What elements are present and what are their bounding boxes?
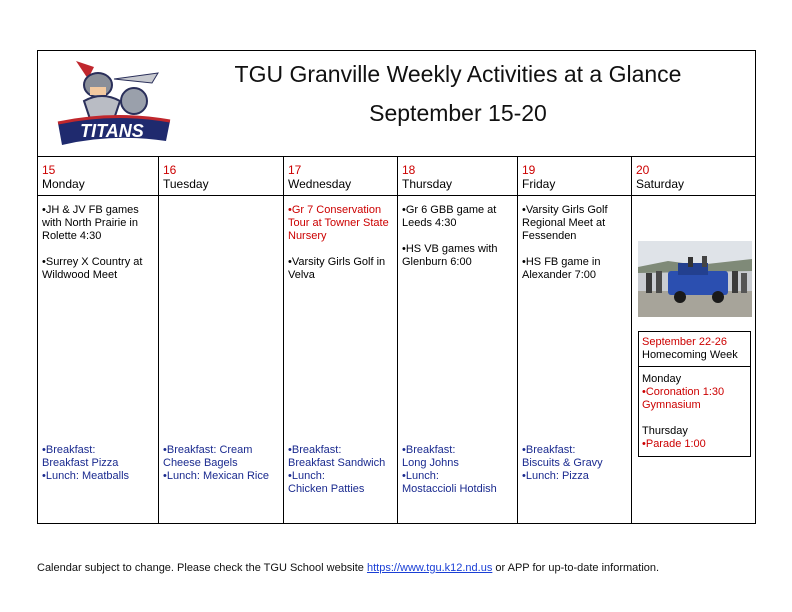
homecoming-day: Monday (642, 373, 682, 385)
event-item: •HS VB games with Glenburn 6:00 (402, 243, 498, 268)
school-website-link[interactable]: https://www.tgu.k12.nd.us (366, 562, 493, 574)
event-item: •Varsity Girls Golf Regional Meet at Fessenden (522, 204, 608, 242)
menu-friday (518, 444, 630, 483)
day-header-saturday (632, 156, 755, 196)
day-number: 17 (288, 163, 302, 177)
day-number: 16 (163, 163, 177, 177)
day-events-monday (38, 204, 152, 295)
event-item: •Gr 7 Conservation Tour at Towner State Nursery (288, 204, 389, 242)
menu-wednesday (284, 444, 398, 496)
day-header-monday (38, 156, 158, 196)
lunch-item: Meatballs (81, 470, 130, 482)
day-header-tuesday (159, 156, 283, 196)
footer-note (37, 562, 659, 574)
day-number: 18 (402, 163, 416, 177)
day-number: 19 (522, 163, 536, 177)
homecoming-schedule (639, 367, 750, 457)
lunch-label: •Lunch: (522, 470, 559, 482)
day-name: Friday (522, 177, 556, 191)
lunch-item: Chicken Patties (288, 483, 365, 495)
breakfast-label: •Breakfast: (402, 444, 456, 456)
day-number: 15 (42, 163, 56, 177)
day-header-wednesday (284, 156, 397, 196)
homecoming-event: •Parade 1:00 (642, 438, 706, 450)
day-name: Thursday (402, 177, 453, 191)
event-item: •Surrey X Country at Wildwood Meet (42, 256, 143, 281)
menu-tuesday (159, 444, 283, 483)
lunch-label: •Lunch: (402, 470, 439, 482)
event-item: •Gr 6 GBB game at Leeds 4:30 (402, 204, 497, 229)
day-events-wednesday (284, 204, 394, 295)
lunch-item: Mexican Rice (202, 470, 269, 482)
homecoming-header (639, 332, 750, 367)
breakfast-item: Biscuits & Gravy (522, 457, 603, 469)
titans-logo (54, 57, 174, 149)
breakfast-label: •Breakfast: (522, 444, 576, 456)
breakfast-label: •Breakfast: (42, 444, 96, 456)
homecoming-day: Thursday (642, 425, 688, 437)
breakfast-label: •Breakfast: (288, 444, 342, 456)
lunch-item: Pizza (561, 470, 589, 482)
page-title: TGU Granville Weekly Activities at a Glance (234, 61, 682, 87)
event-item: •Varsity Girls Golf in Velva (288, 256, 386, 281)
day-name: Wednesday (288, 177, 352, 191)
day-name: Tuesday (163, 177, 209, 191)
lunch-label: •Lunch: (163, 470, 200, 482)
column-divider (631, 156, 632, 524)
breakfast-label: •Breakfast: (163, 444, 217, 456)
menu-monday (38, 444, 154, 483)
breakfast-item: Breakfast Sandwich (288, 457, 386, 469)
event-item: •HS FB game in Alexander 7:00 (522, 256, 601, 281)
breakfast-item: Cream Cheese Bagels (163, 444, 253, 469)
homecoming-box (638, 331, 751, 457)
day-number: 20 (636, 163, 650, 177)
lunch-item: Mostaccioli Hotdish (402, 483, 497, 495)
day-events-friday (518, 204, 626, 295)
day-name: Saturday (636, 177, 685, 191)
homecoming-title: Homecoming Week (642, 349, 738, 361)
homecoming-dates: September 22-26 (642, 336, 727, 348)
logo-text: TITANS (80, 121, 144, 141)
lunch-label: •Lunch: (288, 470, 325, 482)
page-dates: September 15-20 (369, 100, 547, 126)
day-events-thursday (398, 204, 510, 282)
homecoming-event: •Coronation 1:30 Gymnasium (642, 386, 725, 411)
breakfast-item: Breakfast Pizza (42, 457, 119, 469)
calendar-header (38, 51, 755, 157)
day-name: Monday (42, 177, 85, 191)
day-header-friday (518, 156, 631, 196)
day-header-thursday (398, 156, 517, 196)
homecoming-photo (638, 241, 752, 317)
event-item: •JH & JV FB games with North Prairie in Rolette 4:30 (42, 204, 139, 242)
calendar-frame (37, 50, 756, 524)
menu-thursday (398, 444, 514, 496)
breakfast-item: Long Johns (402, 457, 459, 469)
lunch-label: •Lunch: (42, 470, 79, 482)
footer-text: Calendar subject to change. Please check the TGU School website (37, 562, 367, 574)
footer-text-end: or APP for up-to-date information. (492, 562, 660, 574)
